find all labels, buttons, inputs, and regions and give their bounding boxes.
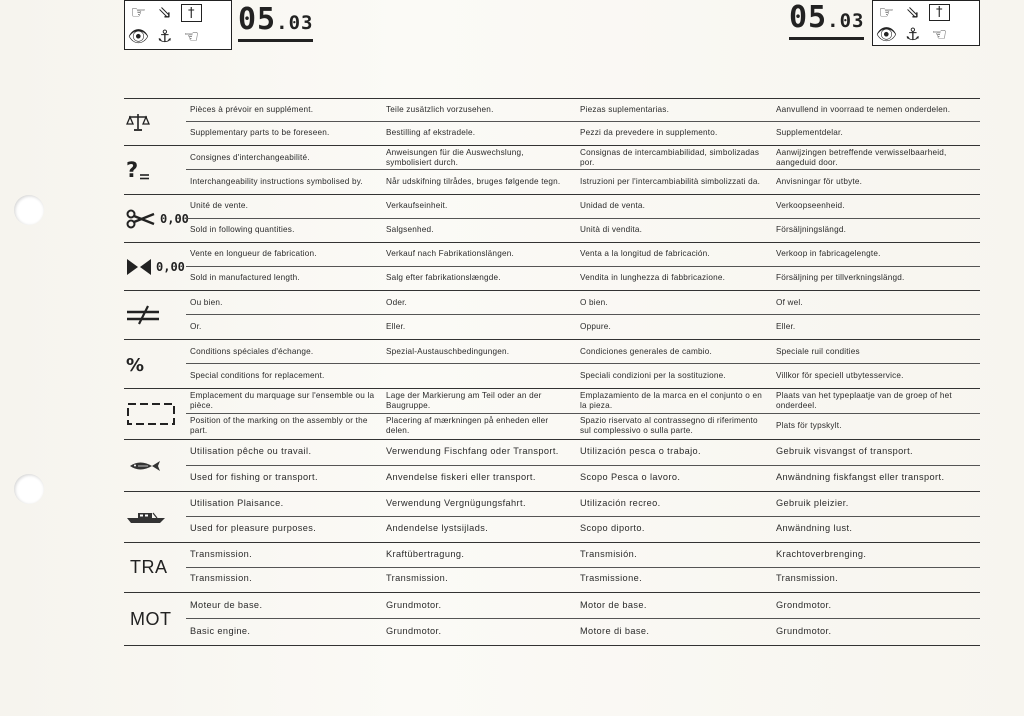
cell-es-it: Trasmissione. [580, 573, 643, 584]
cell-de-da: Verkaufseinheit. [386, 201, 448, 211]
cell-fr-en: Conditions spéciales d'échange. [190, 346, 314, 356]
cell-de-da: Grundmotor. [386, 599, 442, 610]
cell-nl-sv: Grundmotor. [776, 625, 832, 636]
cell-es-it: Speciali condizioni per la sostituzione. [580, 370, 726, 380]
page-number-left: 05.03 [238, 6, 313, 42]
cell-nl-sv: Försäljning per tillverkningslängd. [776, 272, 905, 282]
symbol-quantity: 0,00 [156, 259, 185, 274]
legend-symbol [124, 146, 190, 194]
cell-nl-sv: Anwändning lust. [776, 523, 853, 534]
legend-row [124, 145, 980, 194]
cell-fr-en: Position of the marking on the assembly or the part. [190, 416, 368, 435]
cell-de-da: Verwendung Fischfang oder Transport. [386, 446, 559, 457]
arrow-down-right-icon: ⇘ [157, 3, 172, 23]
hand-icon: ☜ [183, 27, 199, 47]
hand-icon: ☜ [931, 24, 947, 45]
cell-fr-en: Or. [190, 321, 202, 331]
legend-line [186, 389, 980, 413]
cell-fr-en: Supplementary parts to be foreseen. [190, 128, 330, 138]
anchor-icon: ⚓ [905, 24, 921, 45]
scissors-icon [126, 209, 156, 229]
question-equal-icon [126, 158, 152, 182]
cell-es-it: Pezzi da prevedere in supplemento. [580, 128, 718, 138]
cell-de-da: Anvendelse fiskeri eller transport. [386, 471, 536, 482]
cell-es-it: Utilización recreo. [580, 498, 661, 509]
not-equal-icon [126, 305, 160, 325]
legend-symbol [124, 593, 190, 645]
legend-line [186, 243, 980, 266]
svg-text:%: % [126, 355, 145, 374]
legend-line [186, 516, 980, 541]
cell-de-da: Salgsenhed. [386, 224, 434, 234]
cell-fr-en: Interchangeability instructions symbolised by. [190, 176, 363, 186]
cross-icon: † [929, 4, 950, 21]
cell-de-da: Når udskifning tilrådes, bruges følgende tegn. [386, 176, 561, 186]
cell-nl-sv: Transmission. [776, 573, 839, 584]
cell-nl-sv: Eller. [776, 321, 796, 331]
punch-hole-top [14, 195, 44, 225]
legend-line [186, 121, 980, 144]
cell-de-da: Kraftübertragung. [386, 548, 465, 559]
cell-de-da: Lage der Markierung am Teil oder an der Baugruppe. [386, 391, 542, 410]
cell-es-it: Transmisión. [580, 548, 638, 559]
page-number-right: 05.03 [789, 4, 864, 40]
cell-es-it: Scopo Pesca o lavoro. [580, 471, 681, 482]
bowtie-icon [126, 258, 152, 276]
legend-line [186, 413, 980, 438]
percent-icon [126, 354, 146, 374]
cell-fr-en: Utilisation Plaisance. [190, 498, 284, 509]
legend-symbol [124, 389, 190, 439]
cell-nl-sv: Aanwijzingen betreffende verwisselbaarheid, aangeduid door. [776, 147, 947, 167]
cell-de-da: Spezial-Austauschbedingungen. [386, 346, 510, 356]
legend-line [186, 363, 980, 387]
cell-nl-sv: Speciale ruil condities [776, 346, 860, 356]
cell-es-it: Unità di vendita. [580, 224, 643, 234]
legend-line [186, 314, 980, 338]
cell-nl-sv: Anwändning fiskfangst eller transport. [776, 471, 945, 482]
cell-es-it: Spazio riservato al contrassegno di riferimento sul complessivo o sulla parte. [580, 416, 758, 435]
cell-fr-en: Sold in following quantities. [190, 224, 295, 234]
legend-line [186, 543, 980, 567]
cell-fr-en: Ou bien. [190, 297, 223, 307]
dashed-box-icon [126, 402, 176, 426]
legend-line [186, 340, 980, 363]
arrow-down-right-icon: ⇘ [905, 2, 920, 23]
cell-nl-sv: Plats för typskylt. [776, 421, 842, 431]
legend-symbol [124, 492, 190, 542]
legend-symbol [124, 291, 190, 339]
legend-line [186, 99, 980, 121]
cell-es-it: Motor de base. [580, 599, 647, 610]
cell-de-da: Teile zusätzlich vorzusehen. [386, 105, 494, 115]
symbol-code-text: MOT [130, 608, 172, 629]
cell-de-da: Salg efter fabrikationslængde. [386, 272, 501, 282]
legend-row [124, 242, 980, 290]
cell-de-da: Grundmotor. [386, 625, 442, 636]
cell-de-da: Verwendung Vergnügungsfahrt. [386, 498, 526, 509]
legend-line [186, 465, 980, 491]
header-icon-box-left [124, 0, 232, 50]
header-icon-box-right [872, 0, 980, 46]
cell-nl-sv: Krachtoverbrenging. [776, 548, 867, 559]
cell-nl-sv: Plaats van het typeplaatje van de groep of het onderdeel. [776, 391, 952, 410]
cell-de-da: Andendelse lystsijlads. [386, 523, 489, 534]
cell-fr-en: Transmission. [190, 573, 253, 584]
pointing-hand-icon: ☞ [130, 3, 146, 23]
cell-es-it: Condiciones generales de cambio. [580, 346, 713, 356]
legend-symbol [124, 99, 190, 145]
legend-row [124, 339, 980, 388]
symbol-quantity: 0,00 [160, 211, 189, 226]
legend-line [186, 291, 980, 314]
legend-row [124, 194, 980, 242]
cell-es-it: Istruzioni per l'intercambiabilità simbolizzati da. [580, 176, 761, 186]
cell-de-da: Placering af mærkningen på enheden eller delen. [386, 416, 549, 435]
legend-line [186, 440, 980, 465]
cell-nl-sv: Of wel. [776, 297, 803, 307]
legend-row [124, 98, 980, 145]
cell-fr-en: Used for pleasure purposes. [190, 523, 317, 534]
cell-fr-en: Pièces à prévoir en supplément. [190, 105, 314, 115]
cell-de-da: Verkauf nach Fabrikationslängen. [386, 249, 514, 259]
legend-row [124, 388, 980, 439]
cell-nl-sv: Verkoop in fabricagelengte. [776, 249, 881, 259]
cell-es-it: Emplazamiento de la marca en el conjunto o en la pieza. [580, 391, 762, 410]
legend-line [186, 567, 980, 592]
cell-de-da: Oder. [386, 297, 408, 307]
cell-nl-sv: Grondmotor. [776, 599, 832, 610]
cell-de-da: Transmission. [386, 573, 449, 584]
cross-icon: † [181, 4, 202, 22]
cell-de-da: Anweisungen für die Auswechslung, symbolisiert durch. [386, 147, 524, 167]
cell-fr-en: Basic engine. [190, 625, 251, 636]
legend-line [186, 266, 980, 290]
legend-symbol [124, 243, 190, 290]
cell-fr-en: Used for fishing or transport. [190, 471, 318, 482]
legend-symbol [124, 340, 190, 388]
legend-line [186, 593, 980, 618]
anchor-icon: ⚓ [157, 27, 173, 47]
punch-hole-bottom [14, 474, 44, 504]
symbol-legend-table [124, 98, 980, 646]
legend-line [186, 218, 980, 242]
cell-de-da: Bestilling af ekstradele. [386, 128, 476, 138]
cell-nl-sv: Aanvullend in voorraad te nemen onderdelen. [776, 105, 951, 115]
cell-nl-sv: Försäljningslängd. [776, 224, 847, 234]
cell-fr-en: Sold in manufactured length. [190, 272, 300, 282]
cell-nl-sv: Verkoopseenheid. [776, 201, 845, 211]
svg-text:?: ? [126, 158, 139, 182]
cell-fr-en: Vente en longueur de fabrication. [190, 249, 317, 259]
boat-icon [126, 510, 166, 524]
legend-line [186, 195, 980, 218]
cell-es-it: Venta a la longitud de fabricación. [580, 249, 710, 259]
cell-es-it: O bien. [580, 297, 608, 307]
cell-nl-sv: Villkor för speciell utbytesservice. [776, 370, 904, 380]
legend-row [124, 542, 980, 592]
cell-nl-sv: Supplementdelar. [776, 128, 843, 138]
legend-line [186, 146, 980, 169]
symbol-code-text: TRA [130, 557, 168, 577]
eye-icon: 👁 [875, 24, 898, 45]
cell-es-it: Piezas suplementarias. [580, 105, 670, 115]
legend-line [186, 618, 980, 644]
cell-fr-en: Emplacement du marquage sur l'ensemble ou la pièce. [190, 391, 375, 410]
legend-symbol [124, 440, 190, 491]
cell-de-da: Eller. [386, 321, 406, 331]
cell-es-it: Scopo diporto. [580, 523, 645, 534]
legend-row [124, 290, 980, 339]
legend-symbol [124, 543, 190, 592]
cell-fr-en: Utilisation pêche ou travail. [190, 446, 312, 457]
cell-fr-en: Consignes d'interchangeabilité. [190, 152, 310, 162]
cell-es-it: Vendita in lunghezza di fabbricazione. [580, 272, 726, 282]
legend-line [186, 169, 980, 193]
cell-nl-sv: Gebruik visvangst of transport. [776, 446, 913, 457]
eye-icon: 👁 [127, 27, 150, 47]
cell-es-it: Utilización pesca o trabajo. [580, 446, 701, 457]
cell-es-it: Unidad de venta. [580, 201, 646, 211]
cell-fr-en: Unité de vente. [190, 201, 249, 211]
cell-nl-sv: Gebruik pleizier. [776, 498, 849, 509]
pointing-hand-icon: ☞ [878, 2, 894, 23]
legend-symbol [124, 195, 190, 242]
cell-es-it: Motore di base. [580, 625, 650, 636]
cell-fr-en: Special conditions for replacement. [190, 370, 325, 380]
legend-row [124, 439, 980, 491]
cell-es-it: Consignas de intercambiabilidad, simbolizadas por. [580, 147, 760, 167]
legend-row [124, 491, 980, 542]
legend-line [186, 492, 980, 516]
fish-icon [126, 458, 162, 474]
cell-nl-sv: Anvisningar för utbyte. [776, 176, 863, 186]
cell-fr-en: Transmission. [190, 548, 253, 559]
cell-fr-en: Moteur de base. [190, 599, 263, 610]
scale-icon [126, 112, 150, 132]
cell-es-it: Oppure. [580, 321, 611, 331]
legend-row [124, 592, 980, 646]
